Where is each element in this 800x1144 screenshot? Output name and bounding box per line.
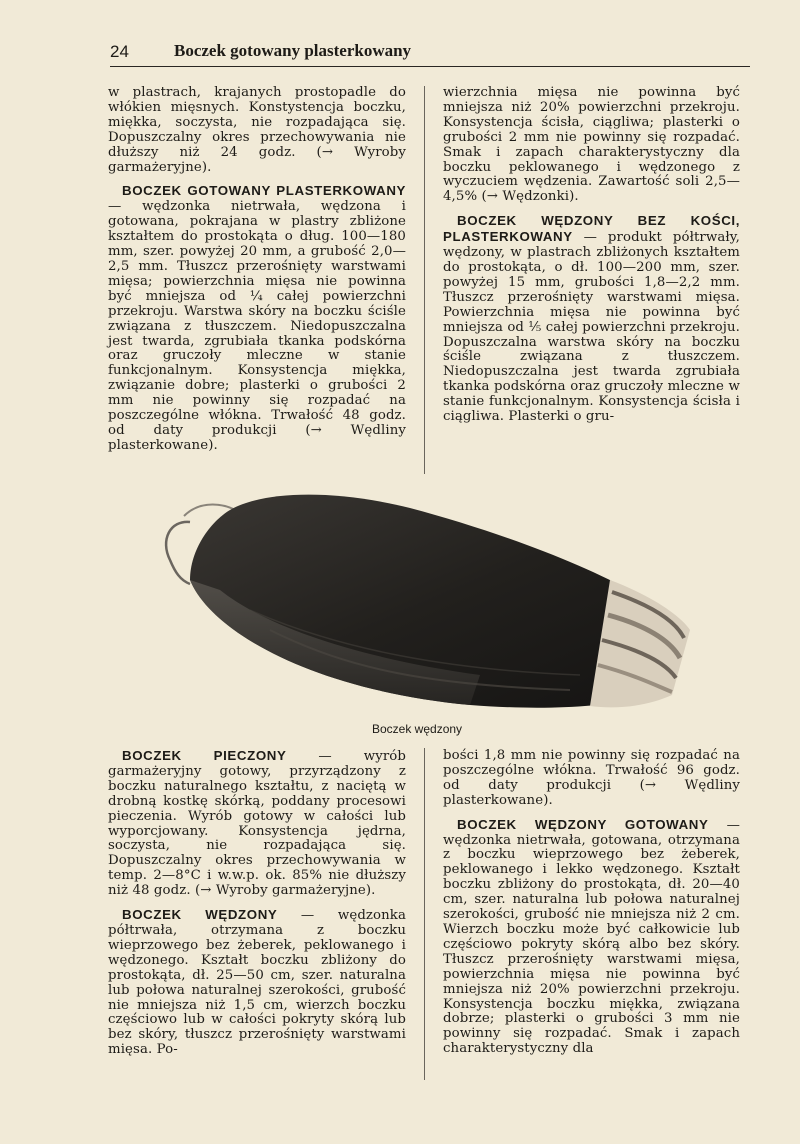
entry-text: — produkt półtrwały, wędzony, w plastrach zbliżonych kształtem do prostokąta, o dł. 100—200 mm, szer. powyżej 15 mm, grubości 1,8—2,2 mm. Tłuszcz przerośnięty warstwami mięsa. Powierzchnia mięsa nie powinna być mniejsza od ⅕ całej powierzchni przekroju. Dopuszczalna warstwa skóry na boczku ściśle związana z tłuszczem. Niedopuszczalna jest twarda zgrubiała tkanka podskórna oraz gruczoły mleczne w stanie funkcjonalnym. Konsystencja ścisła i ciągliwa. Plasterki o gru-	[443, 230, 740, 425]
entry-term: BOCZEK WĘDZONY	[122, 907, 278, 923]
entry-boczek-wedzony-gotowany	[443, 818, 740, 1058]
paragraph: w plastrach, krajanych prostopadle do włókien mięsnych. Konstystencja boczku, miękka, soczysta, nie rozpadająca się. Dopuszczalny okres przechowywania nie dłuższy niż 24 godz. (→ Wyroby garmażeryjne).	[108, 85, 406, 175]
entry-term: BOCZEK GOTOWANY PLASTERKOWANY	[122, 183, 406, 199]
entry-term: BOCZEK PIECZONY	[122, 748, 287, 763]
entry-boczek-wedzony	[108, 908, 406, 1058]
column-top-right	[443, 86, 740, 434]
page-number: 24	[110, 42, 129, 61]
running-title: Boczek gotowany plasterkowany	[174, 41, 412, 60]
page-header	[110, 40, 750, 67]
entry-text: — wyrób garmażeryjny gotowy, przyrządzony z boczku naturalnego kształtu, z naciętą w drobną kostkę skórką, poddany procesowi pieczenia. Wyrób gotowy w całości lub wyporcjowany. Konsystencja jędrna, soczysta, nie rozpadająca się. Dopuszczalny okres przechowywania w temp. 2—8°C i w.w.p. ok. 85% nie dłuższy niż 48 godz. (→ Wyroby garmażeryjne).	[108, 749, 406, 899]
entry-text: — wędzonka nietrwała, wędzona i gotowana, pokrajana w plastry zbliżone kształtem do prostokąta o dług. 100—180 mm, szer. powyżej 20 mm, a grubość 2,0—2,5 mm. Tłuszcz przerośnięty warstwami mięsa; powierzchnia mięsa nie powinna być mniejsza od ¼ całej powierzchni przekroju. Warstwa skóry na boczku ściśle związana z tłuszczem. Niedopuszczalna jest twarda, zgrubiała tkanka podskórna oraz gruczoły mleczne w stanie funkcjonalnym. Konsystencja miękka, związanie dobre; plasterki o grubości 2 mm nie powinny się rozpadać na poszczególne włókna. Trwałość 48 godz. od daty produkcji (→ Wędliny plasterkowane).	[108, 199, 406, 453]
entry-text: — wędzonka półtrwała, otrzymana z boczku wieprzowego bez żeberek, peklowanego i wędzonego. Kształt boczku zbliżony do prostokąta, dł. 25—50 cm, szer. naturalna lub połowa naturalnej szerokości, grubość nie mniejsza niż 1,5 cm, wierzch boczku częściowo lub w całości pokryty skórą lub bez skóry, tłuszcz przerośnięty warstwami mięsa. Po-	[108, 908, 406, 1058]
paragraph: bości 1,8 mm nie powinny się rozpadać na poszczególne włókna. Trwałość 96 godz. od daty produkcji (→ Wędliny plasterkowane).	[443, 748, 740, 808]
column-divider	[424, 748, 425, 1080]
paragraph: wierzchnia mięsa nie powinna być mniejsza niż 20% powierzchni przekroju. Konsystencja ścisła, ciągliwa; plasterki o grubości 2 mm nie powinny się rozpadać. Smak i zapach charakterystyczny dla boczku peklowanego i wędzonego z wyczuciem wędzenia. Zawartość soli 2,5—4,5% (→ Wędzonki).	[443, 85, 740, 205]
figure-caption: Boczek wędzony	[372, 722, 463, 736]
entry-term: BOCZEK WĘDZONY BEZ KOŚCI, PLASTERKOWANY	[443, 213, 740, 245]
column-top-left	[108, 86, 406, 463]
entry-boczek-gotowany-plasterkowany	[108, 184, 406, 453]
bacon-illustration	[150, 480, 710, 720]
entry-boczek-wedzony-bez-kosci	[443, 214, 740, 425]
entry-text: — wędzonka nietrwała, gotowana, otrzymana z boczku wieprzowego bez żeberek, peklowanego i lekko wędzonego. Kształt boczku zbliżony do prostokąta, dł. 20—40 cm, szer. naturalna lub połowa naturalnej szerokości, grubość nie mniejsza niż 2 cm. Wierzch boczku może być całkowicie lub częściowo pokryty skórą albo bez skóry. Tłuszcz przerośnięty warstwami mięsa, powierzchnia mięsa nie powinna być mniejsza niż 20% powierzchni przekroju. Konsystencja boczku miękka, związana dobrze; plasterki o grubości 3 mm nie powinny się rozpadać. Smak i zapach charakterystyczny dla	[443, 817, 740, 1057]
column-bottom-left	[108, 749, 406, 1067]
column-bottom-right	[443, 749, 740, 1066]
column-divider	[424, 86, 425, 474]
entry-term: BOCZEK WĘDZONY GOTOWANY	[457, 816, 709, 832]
entry-boczek-pieczony	[108, 749, 406, 899]
